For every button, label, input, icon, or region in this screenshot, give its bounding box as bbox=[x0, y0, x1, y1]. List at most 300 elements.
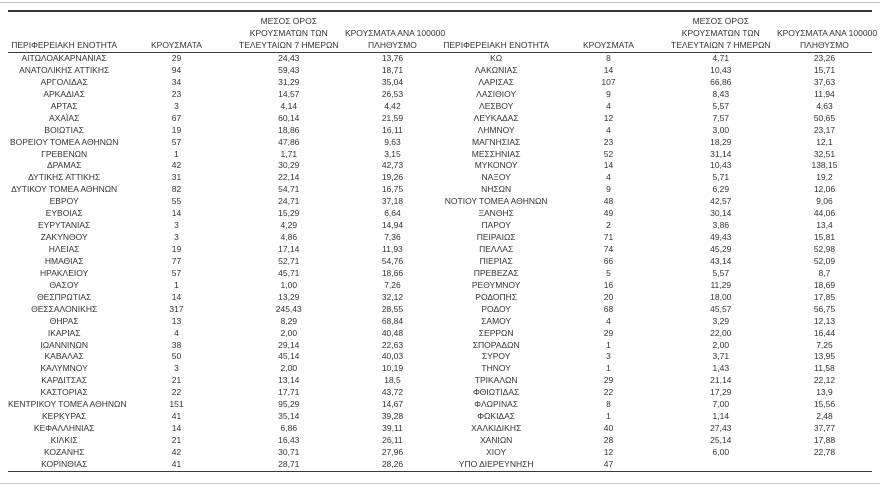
table-cell: ΣΠΟΡΑΔΩΝ bbox=[472, 339, 520, 350]
table-cell: 28 bbox=[603, 435, 614, 445]
table-cell: ΑΝΑΤΟΛΙΚΗΣ ΑΤΤΙΚΗΣ bbox=[19, 64, 110, 75]
table-cell: 42,57 bbox=[710, 196, 732, 207]
table-cell: 23,17 bbox=[813, 124, 836, 135]
table-row bbox=[440, 184, 872, 196]
table-cell: 19,2 bbox=[816, 172, 833, 183]
table-row bbox=[440, 53, 872, 65]
table-row bbox=[8, 89, 440, 101]
table-cell: 54,71 bbox=[278, 184, 300, 195]
table-cell: ΑΙΤΩΛΟΑΚΑΡΝΑΝΙΑΣ bbox=[21, 53, 107, 63]
table-cell: 13 bbox=[171, 315, 182, 326]
table-row bbox=[440, 328, 872, 340]
table-cell: 15,56 bbox=[813, 399, 836, 410]
table-cell: 17,85 bbox=[813, 291, 836, 302]
table-cell: 7,26 bbox=[384, 279, 401, 290]
table-cell: 8,29 bbox=[280, 315, 298, 326]
table-row bbox=[8, 208, 440, 220]
table-cell: ΠΕΛΛΑΣ bbox=[479, 244, 514, 254]
table-row bbox=[440, 292, 872, 304]
table-cell: ΣΑΜΟΥ bbox=[481, 315, 512, 326]
table-cell: ΠΕΙΡΑΙΩΣ bbox=[476, 232, 516, 243]
table-cell: ΚΑΣΤΟΡΙΑΣ bbox=[40, 387, 88, 398]
table-cell: 95,29 bbox=[278, 399, 300, 410]
table-cell: 245,43 bbox=[275, 303, 302, 314]
table-cell: 67 bbox=[171, 112, 182, 123]
table-cell: 7,36 bbox=[384, 232, 401, 243]
column-header-region: ΠΕΡΙΦΕΡΕΙΑΚΗ ΕΝΟΤΗΤΑ bbox=[440, 12, 552, 53]
cases-table-left bbox=[8, 12, 446, 472]
table-cell: 12,13 bbox=[813, 315, 836, 326]
table-cell: 45,57 bbox=[710, 303, 732, 314]
table-cell: 14 bbox=[171, 208, 182, 219]
table-cell: 37,18 bbox=[381, 196, 404, 207]
table-cell: 12,06 bbox=[813, 184, 836, 195]
table-cell: 45,14 bbox=[278, 351, 300, 362]
table-cell: ΚΕΦΑΛΛΗΝΙΑΣ bbox=[33, 423, 95, 434]
table-row bbox=[8, 280, 440, 292]
column-header-per100k-line1: ΚΡΟΥΣΜΑΤΑ ΑΝΑ 100000 bbox=[344, 28, 446, 38]
table-cell: ΑΡΓΟΛΙΔΑΣ bbox=[40, 76, 88, 87]
table-cell: ΞΑΝΘΗΣ bbox=[478, 208, 514, 219]
table-cell: ΚΑΡΔΙΤΣΑΣ bbox=[41, 375, 88, 386]
column-header-per100k bbox=[344, 12, 446, 53]
table-cell: ΛΑΚΩΝΙΑΣ bbox=[474, 64, 518, 75]
column-header-per100k bbox=[776, 12, 878, 53]
table-row bbox=[440, 375, 872, 387]
table-cell: 39,11 bbox=[382, 423, 403, 434]
table-cell: 15,29 bbox=[278, 208, 300, 219]
table-cell: 4 bbox=[174, 327, 179, 338]
table-cell: 42,73 bbox=[381, 160, 404, 171]
table-cell: 94 bbox=[171, 64, 182, 75]
table-cell: 7,57 bbox=[712, 112, 730, 123]
table-cell: 8 bbox=[606, 53, 611, 63]
table-cell: ΠΙΕΡΙΑΣ bbox=[479, 255, 513, 266]
table-cell: 138,15 bbox=[811, 160, 838, 171]
table-cell: 11,94 bbox=[814, 88, 835, 99]
table-cell: 1,14 bbox=[712, 411, 730, 422]
table-row bbox=[8, 244, 440, 256]
table-cell: 22,14 bbox=[278, 172, 300, 183]
table-cell: 5 bbox=[606, 267, 611, 278]
table-row bbox=[440, 89, 872, 101]
table-cell: 16 bbox=[603, 279, 614, 290]
table-cell: 56,75 bbox=[813, 303, 836, 314]
table-cell: 21,59 bbox=[381, 112, 404, 123]
table-cell: 4 bbox=[606, 315, 611, 326]
table-cell: 24,71 bbox=[278, 196, 300, 207]
table-cell: 37,63 bbox=[813, 76, 836, 87]
table-cell: 31 bbox=[171, 172, 182, 183]
table-cell: ΜΕΣΣΗΝΙΑΣ bbox=[471, 148, 521, 159]
table-cell: 18,69 bbox=[813, 279, 836, 290]
table-cell: 5,57 bbox=[712, 100, 730, 111]
table-cell: ΘΕΣΣΑΛΟΝΙΚΗΣ bbox=[31, 303, 98, 314]
table-cell: 3,15 bbox=[384, 148, 401, 159]
table-cell: 42 bbox=[171, 446, 182, 457]
table-cell: 42 bbox=[171, 160, 182, 171]
table-cell: 41 bbox=[171, 458, 182, 469]
table-row bbox=[8, 340, 440, 352]
table-cell: 22,00 bbox=[710, 327, 732, 338]
table-cell: 2,00 bbox=[280, 327, 298, 338]
table-cell: ΔΥΤΙΚΗΣ ΑΤΤΙΚΗΣ bbox=[28, 172, 101, 183]
table-cell: ΦΛΩΡΙΝΑΣ bbox=[474, 399, 519, 410]
table-cell: 12 bbox=[603, 446, 614, 457]
column-header-avg7 bbox=[665, 12, 777, 53]
table-cell: 68,84 bbox=[381, 315, 404, 326]
table-cell: 30,29 bbox=[278, 160, 300, 171]
table-row bbox=[440, 65, 872, 77]
table-cell: 9,63 bbox=[384, 136, 401, 147]
table-cell: 4 bbox=[606, 100, 611, 111]
table-cell: 6,29 bbox=[712, 184, 730, 195]
table-cell: 47 bbox=[603, 458, 614, 469]
table-cell: 10,43 bbox=[710, 160, 732, 171]
table-cell: 28,71 bbox=[278, 458, 300, 469]
table-row bbox=[440, 220, 872, 232]
table-row bbox=[8, 375, 440, 387]
table-cell: 37,77 bbox=[813, 423, 836, 434]
table-cell: 13,4 bbox=[816, 220, 833, 231]
frame-rule-top bbox=[0, 2, 880, 3]
table-row bbox=[8, 399, 440, 411]
table-row bbox=[440, 316, 872, 328]
column-header-avg7-line1: ΜΕΣΟΣ ΟΡΟΣ bbox=[260, 16, 317, 26]
table-cell: 12 bbox=[603, 112, 614, 123]
table-cell: 17,14 bbox=[278, 244, 300, 254]
column-header-avg7-line2: ΚΡΟΥΣΜΑΤΩΝ ΤΩΝ bbox=[681, 28, 760, 38]
table-cell: 8 bbox=[606, 399, 611, 410]
table-row bbox=[8, 160, 440, 172]
table-cell: ΝΗΣΩΝ bbox=[481, 184, 512, 195]
regional-cases-tables bbox=[8, 10, 878, 472]
table-cell: ΡΕΘΥΜΝΟΥ bbox=[471, 279, 521, 290]
table-cell: 40 bbox=[603, 423, 614, 434]
table-cell: 1,71 bbox=[280, 148, 298, 159]
table-cell: ΕΒΡΟΥ bbox=[49, 196, 79, 207]
table-cell: ΕΥΡΥΤΑΝΙΑΣ bbox=[37, 220, 91, 231]
table-row bbox=[440, 137, 872, 149]
table-cell: 16,43 bbox=[278, 435, 300, 445]
table-row bbox=[8, 447, 440, 459]
table-cell: 2,00 bbox=[280, 363, 298, 374]
table-cell: ΗΡΑΚΛΕΙΟΥ bbox=[40, 267, 89, 278]
table-row bbox=[8, 256, 440, 268]
table-cell: 1 bbox=[606, 363, 611, 374]
table-cell: 55 bbox=[171, 196, 182, 207]
table-cell: 45,71 bbox=[278, 267, 300, 278]
table-cell: 71 bbox=[603, 232, 614, 243]
table-cell: 52,98 bbox=[813, 244, 836, 254]
table-cell: ΛΗΜΝΟΥ bbox=[477, 124, 515, 135]
table-cell: 8,7 bbox=[818, 267, 831, 278]
table-cell: 8,43 bbox=[712, 88, 730, 99]
table-row bbox=[440, 101, 872, 113]
table-cell: ΡΟΔΟΠΗΣ bbox=[475, 291, 518, 302]
table-cell: ΚΑΛΥΜΝΟΥ bbox=[40, 363, 88, 374]
table-cell: 74 bbox=[603, 244, 614, 254]
table-cell: 11,58 bbox=[814, 363, 835, 374]
table-cell: 52,71 bbox=[278, 255, 300, 266]
table-cell: 6,86 bbox=[280, 423, 298, 434]
table-cell: ΦΩΚΙΔΑΣ bbox=[477, 411, 516, 422]
table-row bbox=[440, 160, 872, 172]
table-row bbox=[8, 459, 440, 471]
table-cell: 18,66 bbox=[381, 267, 404, 278]
table-cell: ΚΙΛΚΙΣ bbox=[50, 435, 78, 445]
table-cell: 66,86 bbox=[710, 76, 732, 87]
table-row bbox=[440, 351, 872, 363]
table-row bbox=[440, 256, 872, 268]
table-cell: 3,71 bbox=[712, 351, 730, 362]
table-cell: ΥΠΟ ΔΙΕΡΕΥΝΗΣΗ bbox=[458, 458, 534, 469]
table-cell: ΜΥΚΟΝΟΥ bbox=[474, 160, 518, 171]
table-cell: ΝΑΞΟΥ bbox=[481, 172, 511, 183]
table-cell: 82 bbox=[171, 184, 182, 195]
table-cell: 6,64 bbox=[384, 208, 401, 219]
table-cell: 17,29 bbox=[710, 387, 732, 398]
table-cell: ΧΑΛΚΙΔΙΚΗΣ bbox=[471, 423, 522, 434]
column-header-avg7-line1: ΜΕΣΟΣ ΟΡΟΣ bbox=[692, 16, 749, 26]
table-header-right bbox=[440, 12, 878, 53]
column-header-cases: ΚΡΟΥΣΜΑΤΑ bbox=[552, 12, 664, 53]
table-cell: 26,11 bbox=[382, 435, 403, 445]
table-cell: 30,71 bbox=[278, 446, 300, 457]
table-cell: 17,88 bbox=[813, 435, 836, 445]
table-cell: 11,93 bbox=[382, 244, 403, 254]
table-cell: 3 bbox=[174, 232, 179, 243]
table-cell: 7,00 bbox=[712, 399, 730, 410]
table-cell: ΔΥΤΙΚΟΥ ΤΟΜΕΑ ΑΘΗΝΩΝ bbox=[11, 184, 118, 195]
table-cell: 57 bbox=[171, 267, 182, 278]
table-cell: ΗΜΑΘΙΑΣ bbox=[44, 255, 84, 266]
table-cell: 29 bbox=[171, 53, 182, 63]
table-row bbox=[8, 411, 440, 423]
table-row bbox=[440, 387, 872, 399]
table-cell: ΚΟΖΑΝΗΣ bbox=[43, 446, 85, 457]
table-row bbox=[8, 220, 440, 232]
table-cell: 151 bbox=[169, 399, 184, 410]
table-body-right bbox=[440, 53, 872, 472]
table-cell: ΖΑΚΥΝΘΟΥ bbox=[40, 232, 88, 243]
table-cell: ΑΧΑΪΑΣ bbox=[49, 112, 80, 123]
table-cell: 66 bbox=[603, 255, 614, 266]
table-row bbox=[440, 304, 872, 316]
table-cell: 35,14 bbox=[278, 411, 300, 422]
table-cell: ΓΡΕΒΕΝΩΝ bbox=[41, 148, 88, 159]
table-cell: 18,29 bbox=[710, 136, 732, 147]
table-cell: 19 bbox=[171, 244, 182, 254]
table-cell: 30,14 bbox=[710, 208, 732, 219]
table-cell: 48 bbox=[603, 196, 614, 207]
table-cell: 29 bbox=[603, 375, 614, 386]
table-row bbox=[8, 351, 440, 363]
table-cell: 16,11 bbox=[382, 124, 403, 135]
table-row bbox=[8, 435, 440, 447]
table-cell: ΗΛΕΙΑΣ bbox=[48, 244, 80, 254]
table-cell: 4 bbox=[606, 124, 611, 135]
table-row bbox=[440, 125, 872, 137]
table-cell: ΛΕΣΒΟΥ bbox=[479, 100, 514, 111]
table-cell: 43,14 bbox=[710, 255, 732, 266]
table-row bbox=[440, 363, 872, 375]
table-row bbox=[440, 399, 872, 411]
table-cell: 4,86 bbox=[280, 232, 298, 243]
table-cell: 32,51 bbox=[813, 148, 836, 159]
table-cell: ΧΙΟΥ bbox=[486, 446, 507, 457]
table-cell: ΚΑΒΑΛΑΣ bbox=[44, 351, 84, 362]
table-cell: ΣΥΡΟΥ bbox=[481, 351, 511, 362]
table-cell: ΛΑΣΙΘΙΟΥ bbox=[476, 88, 517, 99]
table-cell: ΔΡΑΜΑΣ bbox=[46, 160, 82, 171]
table-cell: 18,71 bbox=[381, 64, 404, 75]
table-cell: 17,71 bbox=[278, 387, 300, 398]
table-cell: ΕΥΒΟΙΑΣ bbox=[45, 208, 83, 219]
table-cell: ΚΕΡΚΥΡΑΣ bbox=[42, 411, 87, 422]
table-cell: 50 bbox=[171, 351, 182, 362]
table-cell: 1 bbox=[606, 411, 611, 422]
table-cell: 9,06 bbox=[816, 196, 833, 207]
column-header-per100k-line2: ΠΛΗΘΥΣΜΟ bbox=[368, 40, 417, 50]
table-cell: 68 bbox=[603, 303, 614, 314]
table-cell: ΒΟΙΩΤΙΑΣ bbox=[44, 124, 84, 135]
table-row bbox=[8, 184, 440, 196]
table-cell: 22,12 bbox=[813, 375, 836, 386]
table-cell: 31,29 bbox=[278, 76, 300, 87]
column-header-cases: ΚΡΟΥΣΜΑΤΑ bbox=[120, 12, 232, 53]
table-cell: 35,04 bbox=[381, 76, 404, 87]
table-cell: ΙΚΑΡΙΑΣ bbox=[47, 327, 81, 338]
table-cell: 21 bbox=[171, 435, 182, 445]
column-header-avg7-line2: ΚΡΟΥΣΜΑΤΩΝ ΤΩΝ bbox=[249, 28, 328, 38]
table-row bbox=[8, 149, 440, 161]
column-header-per100k-line2: ΠΛΗΘΥΣΜΟ bbox=[800, 40, 849, 50]
table-cell bbox=[665, 459, 777, 471]
table-row bbox=[8, 268, 440, 280]
table-cell: ΘΗΡΑΣ bbox=[49, 315, 79, 326]
column-header-avg7-line3: ΤΕΛΕΥΤΑΙΩΝ 7 ΗΜΕΡΩΝ bbox=[239, 40, 339, 50]
table-cell: 15,71 bbox=[813, 64, 836, 75]
table-row bbox=[440, 447, 872, 459]
table-cell: 107 bbox=[601, 76, 616, 87]
table-row bbox=[8, 292, 440, 304]
table-cell: 2 bbox=[606, 220, 611, 231]
table-cell: ΤΗΝΟΥ bbox=[481, 363, 511, 374]
cases-table-right bbox=[440, 12, 878, 472]
table-cell: 23 bbox=[171, 88, 182, 99]
table-row bbox=[440, 113, 872, 125]
table-cell: ΠΡΕΒΕΖΑΣ bbox=[473, 267, 519, 278]
table-cell: 39,28 bbox=[381, 411, 404, 422]
table-cell: 10,19 bbox=[381, 363, 404, 374]
table-cell: 18,00 bbox=[710, 291, 732, 302]
table-cell: 15,81 bbox=[813, 232, 836, 243]
column-header-avg7-line3: ΤΕΛΕΥΤΑΙΩΝ 7 ΗΜΕΡΩΝ bbox=[671, 40, 771, 50]
table-cell: 24,43 bbox=[278, 53, 300, 63]
table-cell: ΣΕΡΡΩΝ bbox=[478, 327, 514, 338]
table-cell: 13,29 bbox=[278, 291, 300, 302]
frame-rule-bottom bbox=[0, 483, 880, 484]
table-cell: 1 bbox=[174, 148, 179, 159]
table-row bbox=[8, 328, 440, 340]
table-cell: 57 bbox=[171, 136, 182, 147]
table-cell: ΙΩΑΝΝΙΝΩΝ bbox=[40, 339, 88, 350]
table-cell: 20 bbox=[603, 291, 614, 302]
table-row bbox=[440, 196, 872, 208]
table-cell: ΒΟΡΕΙΟΥ ΤΟΜΕΑ ΑΘΗΝΩΝ bbox=[9, 136, 119, 147]
table-cell: 19,26 bbox=[381, 172, 404, 183]
table-cell: 77 bbox=[171, 255, 182, 266]
table-cell: 4,42 bbox=[384, 100, 401, 111]
table-cell: 12,1 bbox=[816, 136, 833, 147]
table-cell: 2,48 bbox=[816, 411, 833, 422]
table-cell: 14 bbox=[171, 291, 182, 302]
column-header-avg7 bbox=[233, 12, 345, 53]
table-cell: 13,14 bbox=[278, 375, 300, 386]
table-row bbox=[8, 387, 440, 399]
table-cell: ΤΡΙΚΑΛΩΝ bbox=[474, 375, 518, 386]
table-cell: 14,67 bbox=[381, 399, 404, 410]
table-cell: 4,14 bbox=[280, 100, 298, 111]
table-cell: 11,29 bbox=[710, 279, 732, 290]
table-cell: 49,43 bbox=[710, 232, 732, 243]
table-row bbox=[440, 244, 872, 256]
table-cell: ΚΟΡΙΝΘΙΑΣ bbox=[41, 458, 88, 469]
table-row bbox=[8, 196, 440, 208]
table-cell: 22,63 bbox=[381, 339, 404, 350]
table-cell: 3 bbox=[174, 363, 179, 374]
table-cell: ΑΡΤΑΣ bbox=[50, 100, 78, 111]
table-row bbox=[440, 435, 872, 447]
table-cell: 3 bbox=[174, 100, 179, 111]
table-cell: 4,63 bbox=[816, 100, 833, 111]
table-row bbox=[440, 208, 872, 220]
table-cell: 38 bbox=[171, 339, 182, 350]
table-cell: 27,96 bbox=[381, 446, 404, 457]
table-cell: 25,14 bbox=[710, 435, 732, 445]
table-cell: 3 bbox=[606, 351, 611, 362]
table-cell: 28,55 bbox=[381, 303, 404, 314]
table-cell: 14 bbox=[603, 160, 614, 171]
table-row bbox=[8, 125, 440, 137]
table-row bbox=[8, 65, 440, 77]
table-row bbox=[440, 149, 872, 161]
table-cell: 4,71 bbox=[712, 53, 730, 63]
table-cell: 4 bbox=[606, 172, 611, 183]
table-cell: 29,14 bbox=[278, 339, 300, 350]
table-cell: ΝΟΤΙΟΥ ΤΟΜΕΑ ΑΘΗΝΩΝ bbox=[444, 196, 548, 207]
table-row bbox=[440, 423, 872, 435]
table-cell: 5,71 bbox=[712, 172, 730, 183]
table-cell: ΑΡΚΑΔΙΑΣ bbox=[43, 88, 85, 99]
table-cell: 26,53 bbox=[381, 88, 404, 99]
table-cell: 52,09 bbox=[813, 255, 836, 266]
table-cell: 6,00 bbox=[712, 446, 730, 457]
table-row bbox=[8, 316, 440, 328]
table-row bbox=[8, 77, 440, 89]
table-cell: 1 bbox=[606, 339, 611, 350]
table-cell: 13,9 bbox=[816, 387, 833, 398]
table-cell: ΘΕΣΠΡΩΤΙΑΣ bbox=[37, 291, 92, 302]
table-cell: 7,25 bbox=[816, 339, 833, 350]
table-row bbox=[8, 53, 440, 65]
table-cell: 31,14 bbox=[710, 148, 732, 159]
table-cell: 41 bbox=[171, 411, 182, 422]
table-cell: 60,14 bbox=[278, 112, 300, 123]
table-cell: ΛΑΡΙΣΑΣ bbox=[478, 76, 514, 87]
table-cell: 28,26 bbox=[381, 458, 404, 469]
